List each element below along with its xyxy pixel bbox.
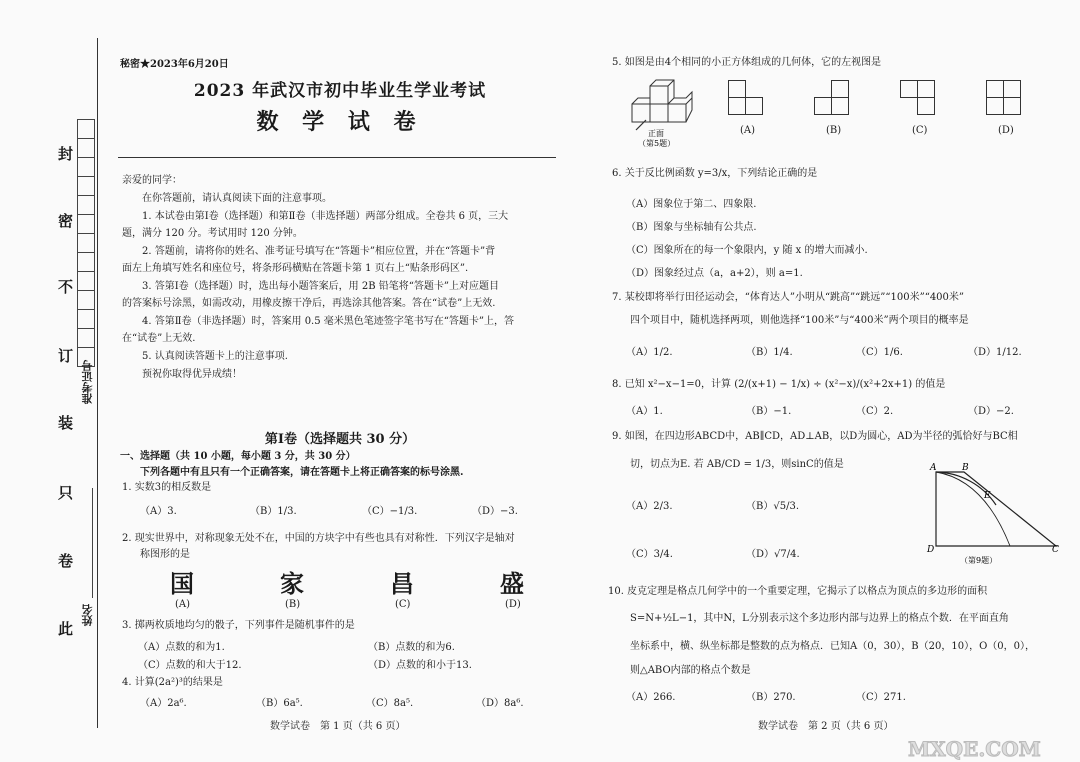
q3-option-c: （C）点数的和大于12. — [138, 660, 242, 671]
q3-option-b: （B）点数的和为6. — [368, 642, 455, 653]
q9-option-d: （D）√7/4. — [746, 549, 800, 560]
question-2: 2. 现实世界中，对称现象无处不在，中国的方块字中有些也具有对称性．下列汉字是轴对 — [122, 533, 515, 544]
q2-label-a: (A) — [175, 599, 191, 610]
question-7-cont: 四个项目中，随机选择两项，则他选择“100米”与“400米”两个项目的概率是 — [630, 315, 969, 326]
notice-line: 亲爱的同学： — [122, 175, 182, 186]
exam-title: 2023 年武汉市初中毕业生学业考试 — [193, 81, 487, 101]
name-line — [92, 488, 93, 598]
question-4: 4. 计算(2a²)³的结果是 — [122, 677, 223, 688]
q2-char-d: 盛 — [500, 570, 524, 598]
watermark-logo — [900, 690, 1078, 760]
paper-title: 数 学 试 卷 — [256, 109, 424, 135]
notice-line: 2. 答题前，请将你的姓名、准考证号填写在“答题卡”相应位置，并在“答题卡”背 — [142, 246, 496, 257]
question-1: 1. 实数3的相反数是 — [122, 482, 212, 493]
q5-label-c: (C) — [912, 125, 928, 136]
side-char-4: 订 — [58, 347, 74, 365]
q3-option-d: （D）点数的和小于13. — [368, 660, 472, 671]
q4-option-d: （D）8a⁶. — [476, 698, 524, 709]
part-instruction: 下列各题中有且只有一个正确答案，请在答题卡上将正确答案的标号涂黑. — [140, 467, 464, 478]
notice-line: 预祝你取得优异成绩！ — [142, 369, 242, 380]
question-10-cont1: S=N+½L−1，其中N，L分别表示这个多边形内部与边界上的格点个数．在平面直角 — [630, 613, 1009, 624]
q8-option-c: （C）2. — [856, 406, 894, 417]
notice-line: 题，满分 120 分。考试用时 120 分钟。 — [122, 228, 303, 239]
q8-option-d: （D）−2. — [968, 406, 1014, 417]
q4-option-a: （A）2a⁶. — [140, 698, 187, 709]
q5-solid-figure — [626, 76, 696, 148]
svg-text:MXQE.COM: MXQE.COM — [908, 737, 1041, 760]
side-char-1: 封 — [58, 145, 74, 163]
q9-option-c: （C）3/4. — [626, 549, 673, 560]
q9-point-c: C — [1052, 545, 1059, 555]
q6-option-c: （C）图象所在的每一个象限内，y 随 x 的增大而减小. — [626, 245, 868, 256]
q4-option-c: （C）8a⁵. — [366, 698, 414, 709]
q7-option-a: （A）1/2. — [626, 347, 673, 358]
side-char-5: 装 — [58, 414, 74, 432]
notice-line: 1. 本试卷由第Ⅰ卷（选择题）和第Ⅱ卷（非选择题）两部分组成。全卷共 6 页，三大 — [142, 211, 509, 222]
q6-option-a: （A）图象位于第二、四象限. — [626, 199, 757, 210]
side-char-8: 此 — [58, 620, 74, 638]
question-9-cont: 切，切点为E. 若 AB/CD = 1/3，则sinC的值是 — [630, 459, 844, 470]
q5-label-a: (A) — [740, 125, 756, 136]
q9-option-a: （A）2/3. — [626, 501, 673, 512]
name-label: 姓名 — [81, 604, 94, 626]
question-3: 3. 掷两枚质地均匀的骰子，下列事件是随机事件的是 — [122, 620, 355, 631]
q7-option-b: （B）1/4. — [746, 347, 793, 358]
confidential-date: 秘密★2023年6月20日 — [120, 59, 229, 70]
q7-option-c: （C）1/6. — [856, 347, 903, 358]
q7-option-d: （D）1/12. — [968, 347, 1022, 358]
q10-option-b: （B）270. — [746, 692, 796, 703]
q9-point-d: D — [927, 545, 935, 555]
question-10: 10. 皮克定理是格点几何学中的一个重要定理，它揭示了以格点为顶点的多边形的面积 — [608, 586, 988, 597]
q9-option-b: （B）√5/3. — [746, 501, 799, 512]
section-title: 第Ⅰ卷（选择题共 30 分） — [264, 432, 416, 447]
q4-option-b: （B）6a⁵. — [256, 698, 303, 709]
q5-label-b: (B) — [826, 125, 842, 136]
question-10-cont2: 坐标系中，横、纵坐标都是整数的点为格点．已知A（0，30），B（20，10），O（0，0）， — [630, 641, 1036, 652]
id-number-label: 准考证号 — [81, 360, 94, 404]
question-6: 6. 关于反比例函数 y=3/x，下列结论正确的是 — [612, 168, 818, 179]
side-char-2: 密 — [58, 212, 74, 230]
q10-option-c: （C）271. — [856, 692, 906, 703]
q9-point-b: B — [962, 463, 969, 473]
notice-line: 在你答题前，请认真阅读下面的注意事项。 — [142, 193, 332, 204]
q6-option-d: （D）图象经过点（a，a+2），则 a=1. — [626, 268, 803, 279]
q5-label-d: (D) — [998, 125, 1014, 136]
q5-front-label: 正面 — [648, 129, 664, 138]
side-char-7: 卷 — [58, 552, 74, 570]
id-number-boxes — [77, 120, 95, 367]
binding-line — [97, 38, 98, 728]
q5-caption: （第5题） — [638, 139, 676, 148]
question-9: 9. 如图，在四边形ABCD中，AB∥CD，AD⊥AB，以D为圆心，AD为半径的弧恰好与BC相 — [612, 431, 1018, 442]
question-10-cont3: 则△ABO内部的格点个数是 — [630, 665, 751, 676]
question-2-cont: 称图形的是 — [140, 549, 190, 560]
question-7: 7. 某校即将举行田径运动会，“体育达人”小明从“跳高”“跳远”“100米”“400米” — [612, 292, 965, 303]
q8-option-b: （B）−1. — [746, 406, 792, 417]
notice-line: 5. 认真阅读答题卡上的注意事项. — [142, 351, 288, 362]
side-char-6: 只 — [58, 484, 74, 502]
part-title: 一、选择题（共 10 小题，每小题 3 分，共 30 分） — [120, 451, 356, 462]
q10-option-a: （A）266. — [626, 692, 676, 703]
q9-point-a: A — [930, 463, 937, 473]
notice-line: 在“试卷”上无效. — [122, 333, 196, 344]
q6-option-b: （B）图象与坐标轴有公共点. — [626, 222, 757, 233]
q1-option-c: （C）−1/3. — [362, 506, 418, 517]
notice-line: 的答案标号涂黑，如需改动，用橡皮擦干净后，再选涂其他答案。答在“试卷”上无效. — [122, 298, 496, 309]
q3-option-a: （A）点数的和为1. — [138, 642, 225, 653]
side-char-3: 不 — [58, 278, 74, 296]
question-5: 5. 如图是由4个相同的小正方体组成的几何体，它的左视图是 — [612, 57, 882, 68]
q2-char-a: 国 — [170, 570, 194, 598]
q9-point-e: E — [984, 491, 991, 501]
q2-char-c: 昌 — [390, 570, 414, 598]
page-footer-right: 数学试卷 第 2 页（共 6 页） — [758, 721, 894, 732]
q9-caption: （第9题） — [960, 556, 998, 565]
page-footer-left: 数学试卷 第 1 页（共 6 页） — [270, 721, 406, 732]
q2-label-c: (C) — [395, 599, 411, 610]
title-divider — [118, 157, 556, 158]
q1-option-b: （B）1/3. — [250, 506, 297, 517]
question-8: 8. 已知 x²−x−1=0，计算 (2/(x+1) − 1/x) ÷ (x²−x)/(x²+2x+1) 的值是 — [612, 379, 946, 390]
notice-line: 面左上角填写姓名和座位号，将条形码横贴在答题卡第 1 页右上“贴条形码区”. — [122, 263, 469, 274]
notice-line: 3. 答第Ⅰ卷（选择题）时，选出每小题答案后，用 2B 铅笔将“答题卡”上对应题目 — [142, 281, 499, 292]
q2-char-b: 家 — [280, 570, 304, 598]
q2-label-b: (B) — [285, 599, 301, 610]
q1-option-d: （D）−3. — [472, 506, 518, 517]
q9-figure — [924, 460, 1069, 568]
q1-option-a: （A）3. — [140, 506, 177, 517]
q2-label-d: (D) — [505, 599, 521, 610]
q8-option-a: （A）1. — [626, 406, 663, 417]
notice-line: 4. 答第Ⅱ卷（非选择题）时，答案用 0.5 毫米黑色笔迹签字笔书写在“答题卡”上，答 — [142, 316, 515, 327]
